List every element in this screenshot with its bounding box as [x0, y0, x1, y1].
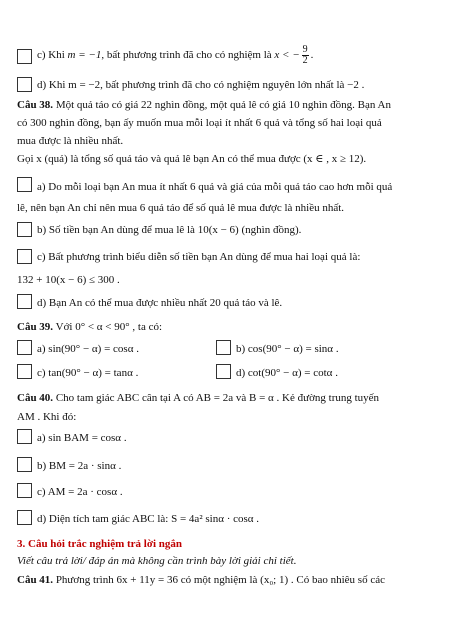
option-38c-line1: c) Bất phương trình biểu diễn số tiền bạn An dùng để mua hai loại quả là: — [37, 251, 361, 263]
option-40a: a) sin BAM = cosα . — [37, 432, 127, 444]
option-37d: d) Khi m = −2, bất phương trình đã cho có nghiệm nguyên lớn nhất là −2 . — [37, 79, 365, 91]
checkbox-39c[interactable] — [17, 364, 32, 379]
checkbox-40b[interactable] — [17, 457, 32, 472]
q38-line3: mua được là nhiều nhất. — [17, 135, 124, 147]
option-39d: d) cot(90° − α) = cotα . — [236, 367, 338, 379]
q38-line4: Gọi x (quả) là tổng số quả táo và quả lê bạn An có thể mua được (x ∈ , x ≥ 12). — [17, 153, 367, 165]
checkbox-38d[interactable] — [17, 294, 32, 309]
checkbox-38a[interactable] — [17, 177, 32, 192]
checkbox-38c[interactable] — [17, 249, 32, 264]
checkbox-40d[interactable] — [17, 510, 32, 525]
q38-line2: có 300 nghìn đồng, bạn ấy muốn mua mỗi loại ít nhất 6 quả và tổng số hai loại quả — [17, 117, 382, 129]
option-37c: c) Khi m = −1, bất phương trình đã cho có nghiệm là x < − $\frac{9}{2}$ . — [37, 44, 314, 66]
option-38d: d) Bạn An có thể mua được nhiều nhất 20 quả táo và lê. — [37, 297, 283, 309]
checkbox-37d[interactable] — [17, 77, 32, 92]
option-40d: d) Diện tích tam giác ABC là: S = 4a² sinα · cosα . — [37, 513, 260, 525]
checkbox-39d[interactable] — [216, 364, 231, 379]
checkbox-37c[interactable] — [17, 49, 32, 64]
option-40c: c) AM = 2a · cosα . — [37, 486, 123, 498]
checkbox-39a[interactable] — [17, 340, 32, 355]
checkbox-38b[interactable] — [17, 222, 32, 237]
fraction-9-2: $\frac{9}{2}$ — [302, 44, 308, 66]
option-40b: b) BM = 2a · sinα . — [37, 460, 122, 472]
section-title: 3. Câu hỏi trắc nghiệm trả lời ngắn — [17, 538, 182, 550]
checkbox-40a[interactable] — [17, 429, 32, 444]
checkbox-39b[interactable] — [216, 340, 231, 355]
q40-stem2: AM . Khi đó: — [17, 411, 77, 423]
q39-stem: Câu 39. Với 0° < α < 90° , ta có: — [17, 321, 163, 333]
section-note: Viết câu trả lời/ đáp án mà không cần trình bày lời giải chi tiết. — [17, 555, 297, 567]
q40-stem1: Câu 40. Cho tam giác ABC cân tại A có AB = 2a và B = α . Kẻ đường trung tuyến — [17, 392, 380, 404]
q41-line: Câu 41. Phương trình 6x + 11y = 36 có một nghiệm là (x₀; 1) . Có bao nhiêu số các — [17, 574, 385, 586]
option-39b: b) cos(90° − α) = sinα . — [236, 343, 339, 355]
q38-line1: Câu 38. Một quả táo có giá 22 nghìn đồng, một quả lê có giá 10 nghìn đồng. Bạn An — [17, 99, 391, 111]
option-38c-line2: 132 + 10(x − 6) ≤ 300 . — [17, 274, 120, 286]
checkbox-40c[interactable] — [17, 483, 32, 498]
option-38a-line1: a) Do mỗi loại bạn An mua ít nhất 6 quả và giá của mỗi quả táo cao hơn mỗi quả — [37, 181, 393, 193]
option-39c: c) tan(90° − α) = tanα . — [37, 367, 139, 379]
option-38b: b) Số tiền bạn An dùng để mua lê là 10(x − 6) (nghìn đồng). — [37, 224, 302, 236]
option-38a-line2: lê, nên bạn An chỉ nên mua 6 quả táo để số quả lê mua được là nhiều nhất. — [17, 202, 345, 214]
option-39a: a) sin(90° − α) = cosα . — [37, 343, 139, 355]
